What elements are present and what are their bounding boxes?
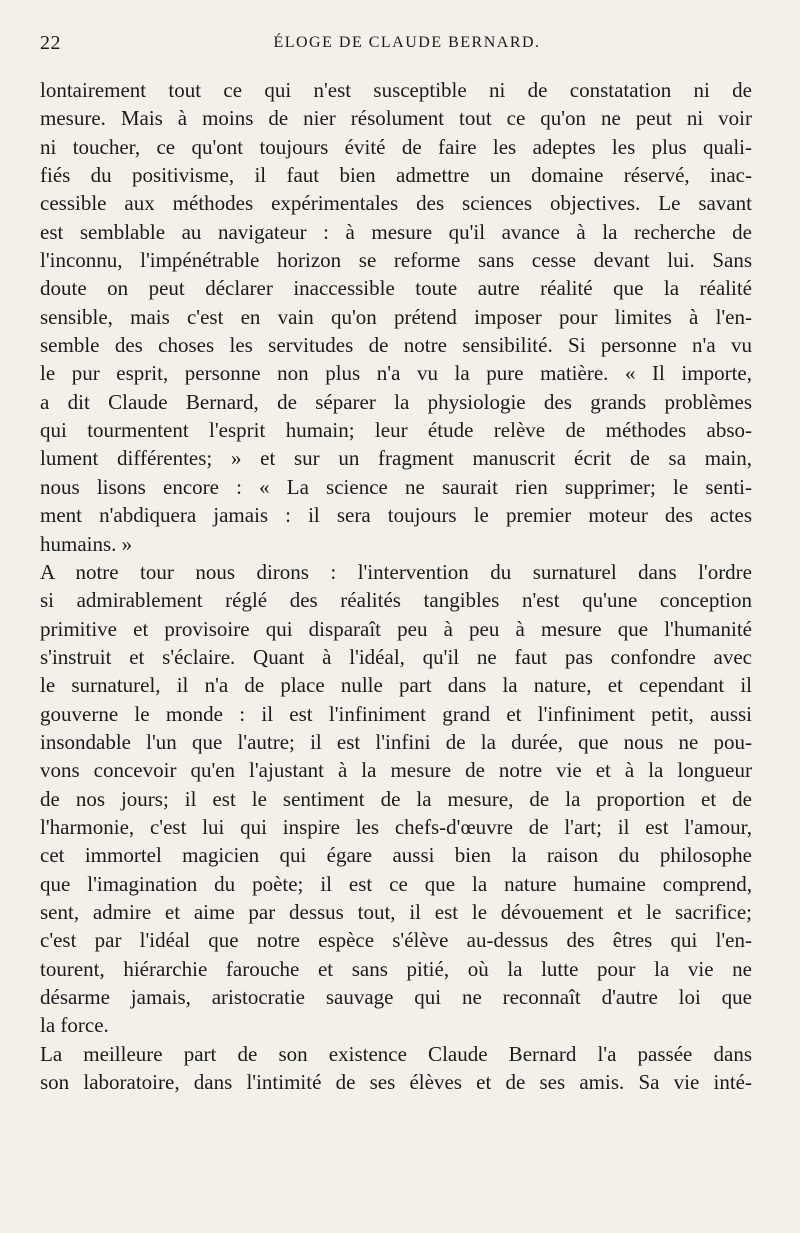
text-line: qui tourmentent l'esprit humain; leur étude relève de méthodes abso- <box>40 418 752 443</box>
text-line: désarme jamais, aristocratie sauvage qui ne reconnaît d'autre loi que <box>40 985 752 1009</box>
text-line: ni toucher, ce qu'ont toujours évité de faire les adeptes les plus quali- <box>40 134 752 159</box>
text-line: cessible aux méthodes expérimentales des sciences objectives. Le savant <box>40 191 752 216</box>
text-line: cet immortel magicien qui égare aussi bien la raison du philosophe <box>40 843 752 868</box>
text-line: primitive et provisoire qui disparaît peu à peu à mesure que l'humanité <box>40 616 752 641</box>
text-line: est semblable au navigateur : à mesure qu'il avance à la recherche de <box>40 219 752 244</box>
paragraph-end-line: la force. <box>40 1013 109 1038</box>
text-line: ment n'abdiquera jamais : il sera toujours le premier moteur des actes <box>40 503 752 528</box>
text-line: que l'imagination du poète; il est ce que la nature humaine comprend, <box>40 871 752 896</box>
text-line: mesure. Mais à moins de nier résolument tout ce qu'on ne peut ni voir <box>40 106 752 131</box>
page-number: 22 <box>40 32 61 54</box>
text-line: le surnaturel, il n'a de place nulle part dans la nature, et cependant il <box>40 673 752 698</box>
text-line: son laboratoire, dans l'intimité de ses élèves et de ses amis. Sa vie inté- <box>40 1070 752 1095</box>
text-line: a dit Claude Bernard, de séparer la physiologie des grands problèmes <box>40 389 752 414</box>
text-line: de nos jours; il est le sentiment de la mesure, de la proportion et de <box>40 786 752 811</box>
text-line: vons concevoir qu'en l'ajustant à la mesure de notre vie et à la longueur <box>40 758 752 783</box>
text-line: insondable l'un que l'autre; il est l'infini de la durée, que nous ne pou- <box>40 729 752 754</box>
text-line: le pur esprit, personne non plus n'a vu la pure matière. « Il importe, <box>40 361 752 386</box>
page-header <box>40 32 752 56</box>
text-line: semble des choses les servitudes de notre sensibilité. Si personne n'a vu <box>40 333 752 358</box>
text-line: A notre tour nous dirons : l'intervention du surnaturel dans l'ordre <box>40 559 752 584</box>
text-line: gouverne le monde : il est l'infiniment grand et l'infiniment petit, aussi <box>40 701 752 726</box>
text-line: fiés du positivisme, il faut bien admettre un domaine réservé, inac- <box>40 163 752 188</box>
text-line: nous lisons encore : « La science ne saurait rien supprimer; le senti- <box>40 474 752 499</box>
text-line: l'harmonie, c'est lui qui inspire les chefs-d'œuvre de l'art; il est l'amour, <box>40 814 752 839</box>
text-line: l'inconnu, l'impénétrable horizon se reforme sans cesse devant lui. Sans <box>40 248 752 273</box>
text-line: s'instruit et s'éclaire. Quant à l'idéal, qu'il ne faut pas confondre avec <box>40 644 752 669</box>
text-line: La meilleure part de son existence Claude Bernard l'a passée dans <box>40 1041 752 1066</box>
text-line: doute on peut déclarer inaccessible toute autre réalité que la réalité <box>40 276 752 301</box>
text-line: lument différentes; » et sur un fragment manuscrit écrit de sa main, <box>40 446 752 471</box>
text-line: sensible, mais c'est en vain qu'on prétend imposer pour limites à l'en- <box>40 304 752 329</box>
text-line: si admirablement réglé des réalités tangibles n'est qu'une conception <box>40 588 752 613</box>
body-text <box>40 76 752 1096</box>
text-line: tourent, hiérarchie farouche et sans pitié, où la lutte pour la vie ne <box>40 956 752 981</box>
text-line: c'est par l'idéal que notre espèce s'élève au-dessus des êtres qui l'en- <box>40 928 752 953</box>
text-line: lontairement tout ce qui n'est susceptible ni de constatation ni de <box>40 78 752 102</box>
running-title: ÉLOGE DE CLAUDE BERNARD. <box>273 34 541 51</box>
text-line: sent, admire et aime par dessus tout, il est le dévouement et le sacrifice; <box>40 899 752 924</box>
paragraph-end-line: humains. » <box>40 531 133 556</box>
